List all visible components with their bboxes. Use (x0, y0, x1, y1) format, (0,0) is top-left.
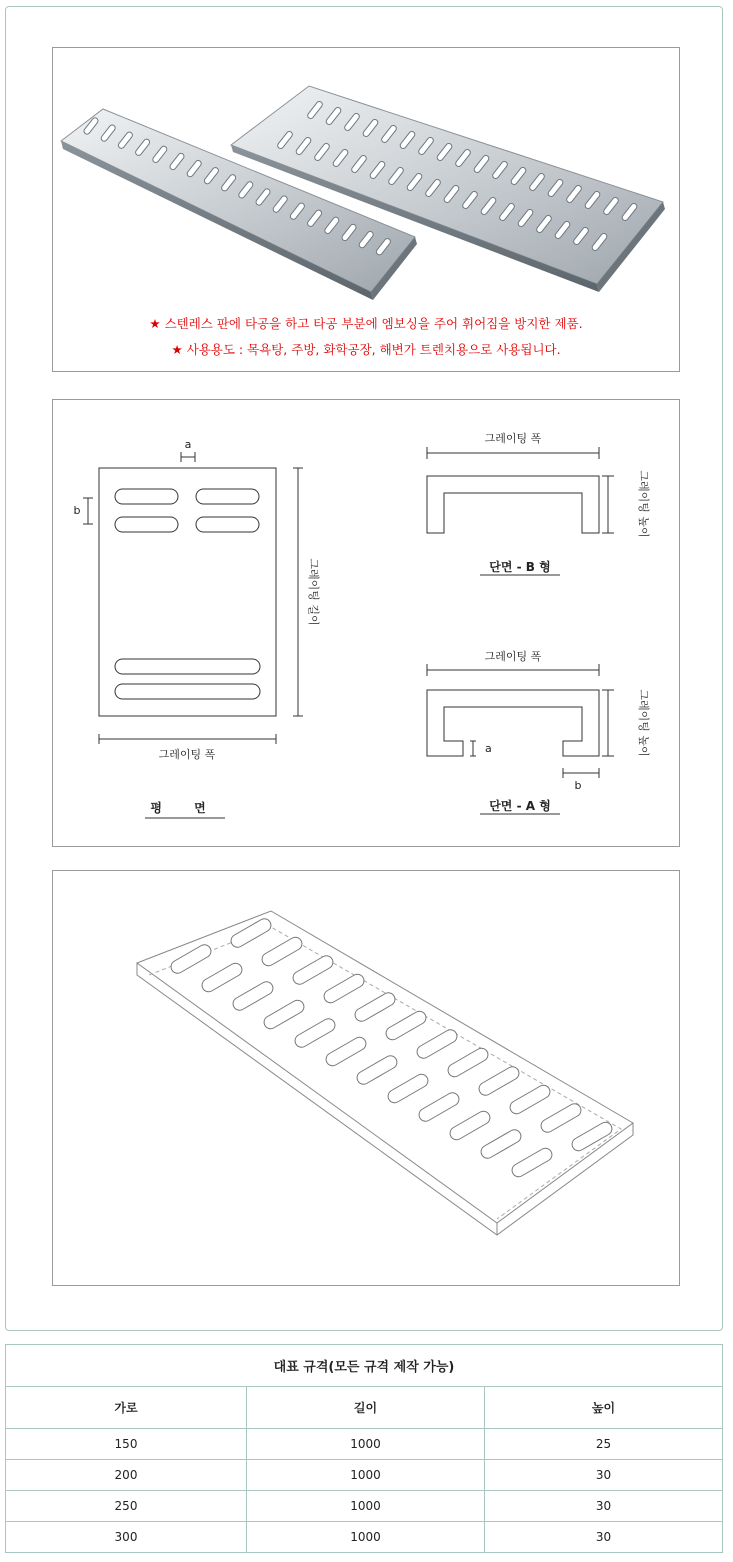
plan-length-label: 그레이팅 길이 (307, 558, 320, 626)
iso-slot (386, 1072, 431, 1105)
table-row (6, 1429, 723, 1460)
plan-width-label: 그레이팅 폭 (158, 748, 216, 761)
iso-slot (262, 998, 307, 1031)
col-header-width: 가로 (6, 1387, 247, 1429)
technical-drawing-panel (52, 399, 680, 847)
iso-slot (508, 1083, 553, 1116)
plan-slot (196, 517, 259, 532)
table-row (6, 1491, 723, 1522)
section-a-dim-b: b (574, 779, 582, 792)
iso-slot (260, 935, 305, 968)
cell-length: 1000 (247, 1522, 485, 1553)
iso-slot (479, 1127, 524, 1160)
spec-table (5, 1344, 723, 1553)
iso-slot (169, 942, 214, 975)
iso-slot (229, 916, 274, 949)
table-row (6, 1522, 723, 1553)
cell-length: 1000 (247, 1491, 485, 1522)
iso-slot (477, 1064, 522, 1097)
table-row (6, 1460, 723, 1491)
cell-width: 150 (6, 1429, 247, 1460)
section-a-height-label: 그레이팅 높이 (637, 689, 650, 757)
iso-slot (417, 1090, 462, 1123)
plan-view-label: 평 면 (150, 801, 220, 815)
iso-slot (570, 1120, 615, 1153)
iso-slot (322, 972, 367, 1005)
iso-slot (200, 961, 245, 994)
iso-slot (293, 1016, 338, 1049)
iso-slot (510, 1146, 555, 1179)
product-content-frame (5, 6, 723, 1331)
iso-slot (415, 1027, 460, 1060)
technical-drawing (53, 400, 679, 846)
cell-length: 1000 (247, 1460, 485, 1491)
iso-slot (448, 1109, 493, 1142)
iso-slot (231, 979, 276, 1012)
cell-length: 1000 (247, 1429, 485, 1460)
iso-slot (324, 1035, 369, 1068)
section-b-label: 단면 - B 형 (489, 560, 551, 574)
plan-long-slot (115, 684, 260, 699)
section-b-width-label: 그레이팅 폭 (484, 432, 542, 445)
plan-long-slot (115, 659, 260, 674)
section-a-dim-a: a (485, 742, 492, 755)
cell-width: 200 (6, 1460, 247, 1491)
plan-slot (115, 517, 178, 532)
dim-b-label: b (73, 504, 81, 517)
cell-height: 30 (485, 1522, 723, 1553)
product-description-note: ★ 스텐레스 판에 타공을 하고 타공 부분에 엠보싱을 주어 휘어짐을 방지한 제품. (149, 316, 583, 331)
isometric-drawing-panel (52, 870, 680, 1286)
iso-slot (353, 990, 398, 1023)
plan-slot (196, 489, 259, 504)
section-a-label: 단면 - A 형 (489, 799, 551, 813)
cell-height: 30 (485, 1460, 723, 1491)
cell-width: 300 (6, 1522, 247, 1553)
col-header-height: 높이 (485, 1387, 723, 1429)
iso-slot (291, 953, 336, 986)
plan-outline (99, 468, 276, 716)
isometric-drawing (53, 871, 679, 1285)
cell-width: 250 (6, 1491, 247, 1522)
col-header-length: 길이 (247, 1387, 485, 1429)
section-a-width-label: 그레이팅 폭 (484, 650, 542, 663)
iso-slot (355, 1053, 400, 1086)
iso-slot (446, 1046, 491, 1079)
product-photo-panel (52, 47, 680, 372)
spec-table-caption: 대표 규격(모든 규격 제작 가능) (6, 1345, 723, 1387)
plan-slot (115, 489, 178, 504)
section-b-height-label: 그레이팅 높이 (637, 470, 650, 538)
cell-height: 25 (485, 1429, 723, 1460)
usage-note: ★ 사용용도 : 목욕탕, 주방, 화학공장, 해변가 트렌치용으로 사용됩니다. (171, 342, 561, 357)
dim-a-label: a (184, 438, 192, 451)
iso-slot (384, 1009, 429, 1042)
cell-height: 30 (485, 1491, 723, 1522)
iso-slot (539, 1101, 584, 1134)
